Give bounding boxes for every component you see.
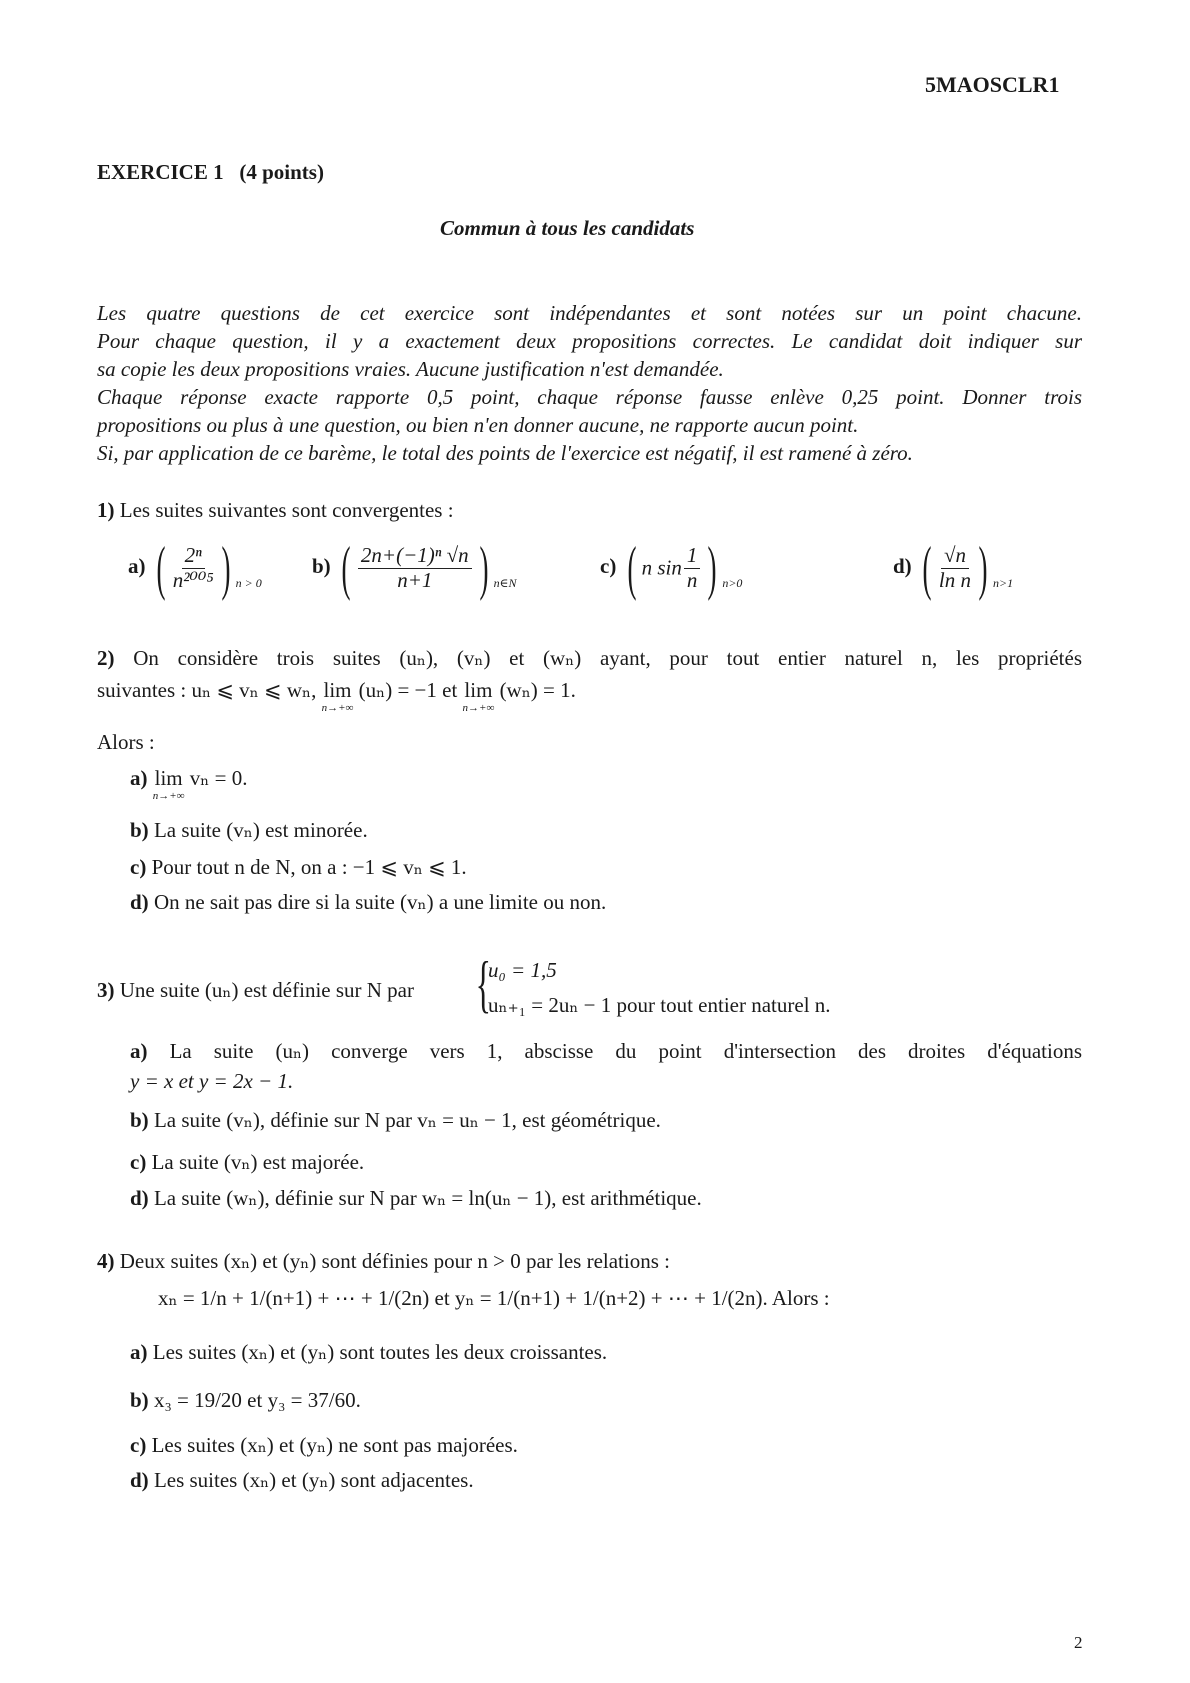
exercise-number: EXERCICE 1 xyxy=(97,160,224,184)
question-number: 1) xyxy=(97,498,115,522)
question-number: 2) xyxy=(97,646,115,670)
page-number: 2 xyxy=(1074,1633,1083,1652)
document-code: 5MAOSCLR1 xyxy=(925,72,1060,97)
question-text: Deux suites (xₙ) et (yₙ) sont définies pour n > 0 par les relations : xyxy=(119,1249,670,1273)
fraction-denominator: n xyxy=(686,567,698,592)
lim-word: lim xyxy=(154,766,183,790)
alors-label: Alors : xyxy=(97,730,155,754)
fraction-numerator: √n xyxy=(941,544,969,568)
inequality: suivantes : uₙ ⩽ vₙ ⩽ wₙ, xyxy=(97,678,317,702)
option-text: La suite (wₙ), définie sur N par wₙ = ln(uₙ − 1), est arithmétique. xyxy=(153,1186,702,1210)
option-4c xyxy=(130,1435,518,1456)
option-label: a) xyxy=(130,766,148,790)
question-text: Une suite (uₙ) est définie sur N par xyxy=(119,978,414,1002)
fraction-denominator: n²⁰⁰⁵ xyxy=(172,567,214,592)
question-text: Les suites suivantes sont convergentes : xyxy=(119,498,454,522)
question-1 xyxy=(97,500,454,521)
option-text: La suite (vₙ) est majorée. xyxy=(151,1150,365,1174)
lim-word: lim xyxy=(464,678,493,702)
option-label: c) xyxy=(130,855,147,879)
option-text: x₃ = 19/20 et y₃ = 37/60. xyxy=(153,1388,361,1412)
instruction-line: Si, par application de ce barème, le total des points de l'exercice est négatif, il est ramené à zéro. xyxy=(97,441,913,465)
brace-icon: { xyxy=(475,948,492,1019)
instruction-line: Pour chaque question, il y a exactement deux propositions correctes. Le candidat doit indiquer sur xyxy=(97,329,1082,353)
option-text: La suite (uₙ) converge vers 1, abscisse du point d'intersection des droites d'équations xyxy=(169,1039,1083,1063)
option-text: Les suites (xₙ) et (yₙ) sont adjacentes. xyxy=(153,1468,474,1492)
option-text: Les suites (xₙ) et (yₙ) sont toutes les deux croissantes. xyxy=(152,1340,608,1364)
exercise-subtitle: Commun à tous les candidats xyxy=(440,216,695,240)
limit-u: (uₙ) = −1 et xyxy=(358,678,458,702)
option-label: a) xyxy=(130,1340,148,1364)
index-condition: n > 0 xyxy=(235,575,262,590)
limit xyxy=(153,768,185,802)
instruction-line: propositions ou plus à une question, ou bien n'en donner aucune, ne rapporte aucun point. xyxy=(97,413,859,437)
system-line-2: uₙ₊₁ = 2uₙ − 1 pour tout entier naturel n. xyxy=(488,993,831,1017)
lim-sub: n→+∞ xyxy=(462,702,495,714)
option-label: d) xyxy=(130,1186,149,1210)
question-2-line2 xyxy=(97,680,576,714)
option-label: a) xyxy=(130,1039,148,1063)
option-label: b) xyxy=(312,553,331,578)
question-text: On considère trois suites (uₙ), (vₙ) et (wₙ) ayant, pour tout entier naturel n, les propriétés xyxy=(133,646,1083,670)
option-4d xyxy=(130,1470,474,1491)
limit xyxy=(322,680,354,714)
option-text: On ne sait pas dire si la suite (vₙ) a une limite ou non. xyxy=(153,890,607,914)
option-label: d) xyxy=(130,890,149,914)
option-text: Les suites (xₙ) et (yₙ) ne sont pas majorées. xyxy=(151,1433,518,1457)
question-number: 4) xyxy=(97,1249,115,1273)
question-2 xyxy=(97,648,1082,669)
instruction-line: Les quatre questions de cet exercice sont indépendantes et sont notées sur un point chacune. xyxy=(97,301,1082,325)
fraction-denominator: n+1 xyxy=(397,567,433,592)
option-label: a) xyxy=(128,553,146,578)
system-line-1: u₀ = 1,5 xyxy=(488,958,557,982)
option-label: b) xyxy=(130,1388,149,1412)
exercise-title xyxy=(97,162,324,183)
option-3b xyxy=(130,1110,661,1131)
option-2a xyxy=(130,768,247,802)
lim-sub: n→+∞ xyxy=(321,702,354,714)
option-2d xyxy=(130,892,606,913)
option-4a xyxy=(130,1342,607,1363)
option-text: vₙ = 0. xyxy=(189,766,248,790)
option-1c: c) ( n sin $\frac{1}{n}$ ) $_{n>0}$ xyxy=(600,535,743,601)
option-label: c) xyxy=(130,1433,147,1457)
lim-word: lim xyxy=(323,678,352,702)
index-condition: n>1 xyxy=(993,575,1014,590)
expression: n sin xyxy=(641,555,682,580)
option-text: Pour tout n de N, on a : −1 ⩽ vₙ ⩽ 1. xyxy=(151,855,467,879)
option-3a xyxy=(130,1041,1082,1062)
option-label: c) xyxy=(130,1150,147,1174)
fraction-numerator: 2n+(−1)ⁿ √n xyxy=(358,544,472,568)
option-text: La suite (vₙ), définie sur N par vₙ = uₙ − 1, est géométrique. xyxy=(153,1108,661,1132)
option-label: c) xyxy=(600,553,617,578)
fraction-numerator: 1 xyxy=(684,544,701,568)
option-2c xyxy=(130,857,467,878)
lim-sub: n→+∞ xyxy=(152,790,185,802)
index-condition: n∈N xyxy=(493,575,517,590)
option-1d: d) ( $\frac{√n}{\text{ln n}}$ ) $_{n>1}$ xyxy=(893,535,1014,601)
option-text: La suite (vₙ) est minorée. xyxy=(153,818,368,842)
limit xyxy=(463,680,495,714)
option-4b xyxy=(130,1390,361,1411)
instruction-line: sa copie les deux propositions vraies. Aucune justification n'est demandée. xyxy=(97,357,724,381)
question-4 xyxy=(97,1251,670,1272)
index-condition: n>0 xyxy=(722,575,743,590)
sequence-definitions: xₙ = 1/n + 1/(n+1) + ⋯ + 1/(2n) et yₙ = 1/(n+1) + 1/(n+2) + ⋯ + 1/(2n). Alors : xyxy=(158,1286,830,1310)
instruction-line: Chaque réponse exacte rapporte 0,5 point, chaque réponse fausse enlève 0,25 point. Donner trois xyxy=(97,385,1082,409)
option-label: d) xyxy=(893,553,912,578)
question-3 xyxy=(97,980,414,1001)
limit-w: (wₙ) = 1. xyxy=(499,678,576,702)
option-label: b) xyxy=(130,1108,149,1132)
option-label: b) xyxy=(130,818,149,842)
option-2b xyxy=(130,820,368,841)
exercise-points: (4 points) xyxy=(239,160,324,184)
option-3d xyxy=(130,1188,702,1209)
fraction-numerator: 2ⁿ xyxy=(182,544,205,568)
fraction-denominator: ln n xyxy=(938,567,972,592)
option-label: d) xyxy=(130,1468,149,1492)
question-number: 3) xyxy=(97,978,115,1002)
option-1a: a) ( $\frac{\text{2ⁿ}}{\text{n²⁰⁰⁵}}$ ) $_{n > 0}$ xyxy=(128,535,262,601)
option-3c xyxy=(130,1152,364,1173)
option-1b: b) ( $\frac{\text{2n+(−1)ⁿ √n}}{n+1}$ ) $_{n\in N}$ xyxy=(312,535,517,601)
option-3a-line2: y = x et y = 2x − 1. xyxy=(130,1069,294,1093)
